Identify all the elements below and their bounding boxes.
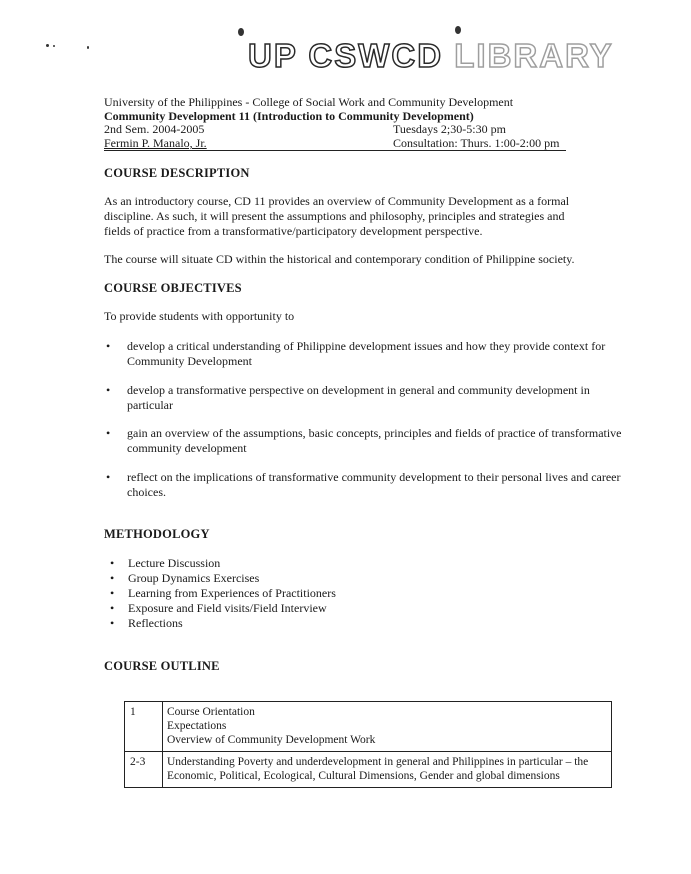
methodology-item: Group Dynamics Exercises — [128, 571, 260, 585]
session-number: 1 — [125, 702, 163, 752]
bullet-icon: • — [110, 556, 115, 570]
objective-item: develop a critical understanding of Philippine development issues and how they provide context for Community Development — [127, 339, 606, 368]
topic-line: Course Orientation — [167, 706, 255, 718]
bullet-icon: • — [110, 601, 115, 615]
library-stamp — [248, 38, 614, 74]
scan-speck — [53, 45, 55, 47]
instructor-name — [104, 136, 393, 151]
bullet-icon: • — [106, 383, 111, 397]
scan-speck — [87, 46, 89, 49]
bullet-icon: • — [106, 339, 111, 353]
instructor-name-text: Fermin P. Manalo, Jr. — [104, 136, 207, 150]
topic-line: Understanding Poverty and underdevelopment in general and Philippines in particular – the Economic, Political, Ecological, Cultural Dimensions, Gender and global dimensions — [167, 756, 589, 782]
course-outline-heading: COURSE OUTLINE — [104, 659, 220, 673]
methodology-item: Lecture Discussion — [128, 556, 221, 570]
table-row — [125, 702, 612, 752]
bullet-icon: • — [106, 470, 111, 484]
objectives-intro: To provide students with opportunity to — [104, 309, 295, 323]
course-description-paragraph-1: As an introductory course, CD 11 provides an overview of Community Development as a formal discipline. As such, it will present the assumptions and philosophy, principles and strategies and fields of practice from a transformative/participatory development perspective. — [104, 194, 570, 238]
stamp-text-faded: LIBRARY — [454, 37, 614, 74]
bullet-icon: • — [110, 571, 115, 585]
methodology-item: Exposure and Field visits/Field Interview — [128, 601, 327, 615]
course-description-heading: COURSE DESCRIPTION — [104, 166, 250, 180]
scan-speck — [46, 44, 49, 47]
objective-item: reflect on the implications of transformative community development to their personal lives and career choices. — [127, 470, 621, 499]
session-topics — [163, 752, 612, 788]
objective-item: develop a transformative perspective on development in general and community development in particular — [127, 383, 590, 412]
topic-line: Overview of Community Development Work — [167, 734, 376, 746]
course-title: Community Development 11 (Introduction to Community Development) — [104, 109, 474, 123]
methodology-heading: METHODOLOGY — [104, 527, 210, 541]
session-number: 2-3 — [125, 752, 163, 788]
bullet-icon: • — [110, 616, 115, 630]
course-description-paragraph-2: The course will situate CD within the historical and contemporary condition of Philippine society. — [104, 252, 575, 266]
methodology-item: Reflections — [128, 616, 183, 630]
scan-speck — [238, 28, 244, 36]
objective-item: gain an overview of the assumptions, basic concepts, principles and fields of practice of transformative community development — [127, 426, 622, 455]
semester: 2nd Sem. 2004-2005 — [104, 122, 205, 136]
session-topics — [163, 702, 612, 752]
methodology-item: Learning from Experiences of Practitioners — [128, 586, 336, 600]
bullet-icon: • — [106, 426, 111, 440]
stamp-text-main: UP CSWCD — [248, 37, 444, 74]
scan-speck — [455, 26, 461, 34]
consultation-hours: Consultation: Thurs. 1:00-2:00 pm — [393, 136, 560, 150]
course-objectives-heading: COURSE OBJECTIVES — [104, 281, 242, 295]
table-row — [125, 752, 612, 788]
course-outline-table — [124, 701, 612, 788]
university-line: University of the Philippines - College of Social Work and Community Development — [104, 95, 514, 109]
topic-line: Expectations — [167, 720, 227, 732]
bullet-icon: • — [110, 586, 115, 600]
class-schedule: Tuesdays 2;30-5:30 pm — [393, 122, 506, 136]
